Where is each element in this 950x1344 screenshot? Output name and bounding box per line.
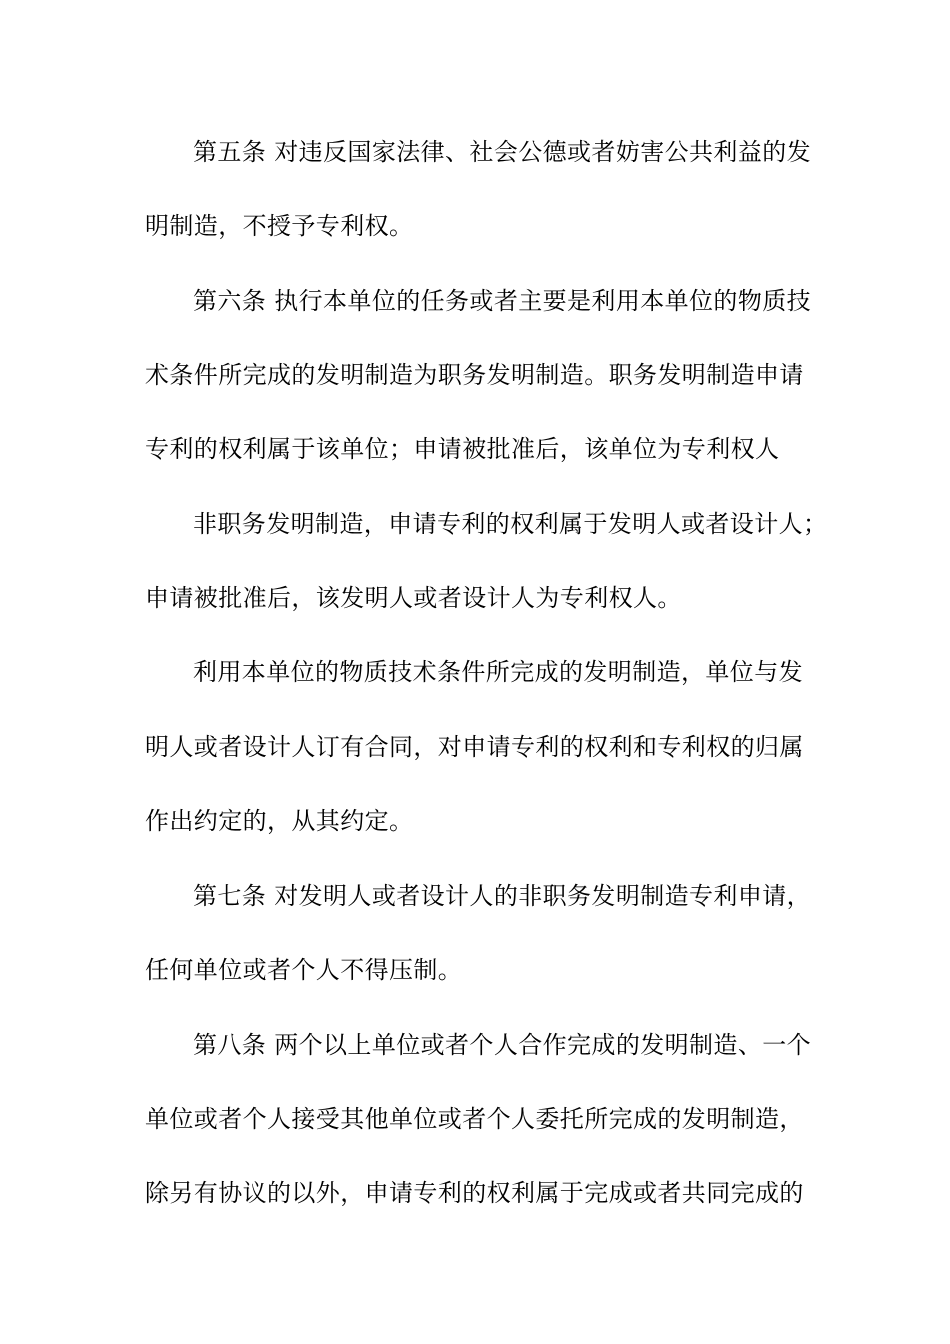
article-6-line-2: 术条件所完成的发明制造为职务发明制造。职务发明制造申请	[145, 361, 804, 389]
paragraph-non-service-line-2: 申请被批准后，该发明人或者设计人为专利权人。	[145, 584, 682, 612]
article-6-line-1: 第六条 执行本单位的任务或者主要是利用本单位的物质技	[193, 287, 812, 315]
article-8-line-3: 除另有协议的以外，申请专利的权利属于完成或者共同完成的	[145, 1179, 804, 1207]
paragraph-contract-line-3: 作出约定的，从其约定。	[145, 807, 414, 835]
article-5-line-1: 第五条 对违反国家法律、社会公德或者妨害公共利益的发	[193, 138, 812, 166]
paragraph-contract-line-1: 利用本单位的物质技术条件所完成的发明制造，单位与发	[193, 658, 803, 686]
paragraph-non-service-line-1: 非职务发明制造，申请专利的权利属于发明人或者设计人；	[193, 510, 828, 538]
paragraph-contract-line-2: 明人或者设计人订有合同，对申请专利的权利和专利权的归属	[145, 733, 804, 761]
article-7-line-2: 任何单位或者个人不得压制。	[145, 956, 463, 984]
article-5-line-2: 明制造，不授予专利权。	[145, 212, 414, 240]
article-6-line-3: 专利的权利属于该单位；申请被批准后，该单位为专利权人	[145, 435, 780, 463]
article-7-line-1: 第七条 对发明人或者设计人的非职务发明制造专利申请，	[193, 882, 812, 910]
article-8-line-1: 第八条 两个以上单位或者个人合作完成的发明制造、一个	[193, 1031, 812, 1059]
article-8-line-2: 单位或者个人接受其他单位或者个人委托所完成的发明制造，	[145, 1105, 804, 1133]
